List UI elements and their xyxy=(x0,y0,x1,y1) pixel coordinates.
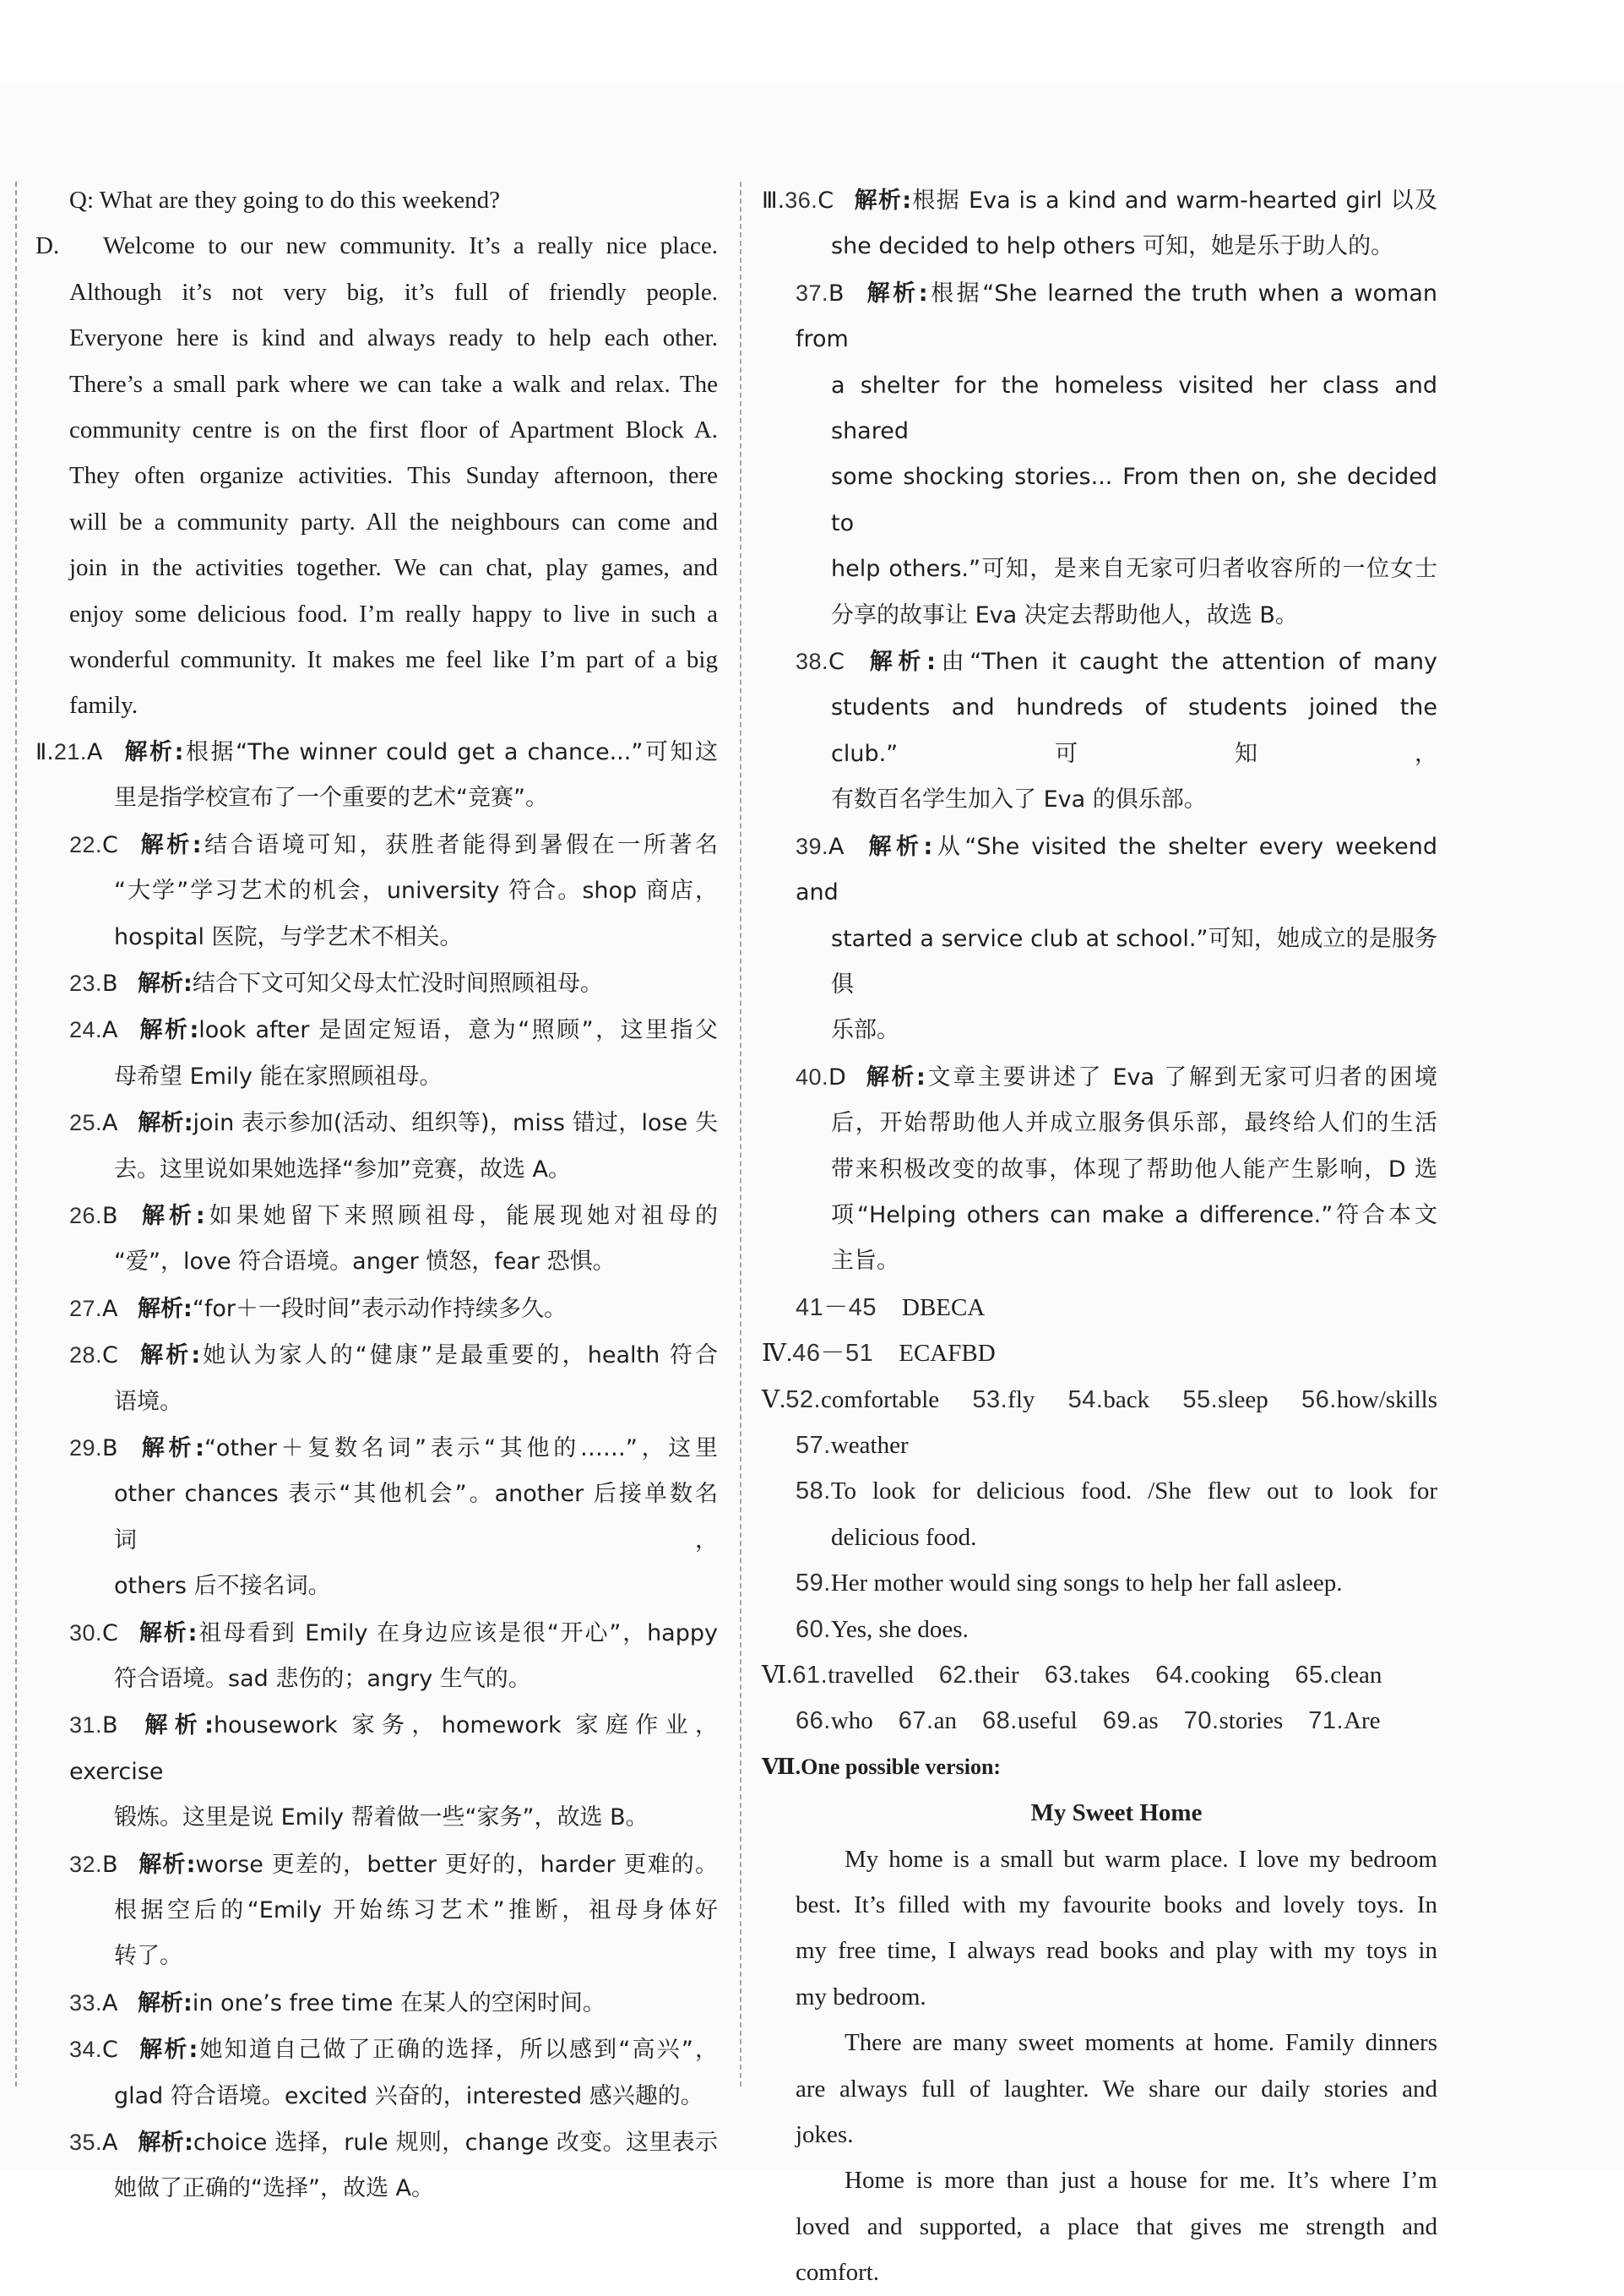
analysis-text: 结合语境可知，获胜者能得到暑假在一所著名 xyxy=(201,831,718,858)
section-vi xyxy=(762,1652,1437,1744)
analysis-label: 解析: xyxy=(138,1434,204,1461)
answer-item: 58.To look for delicious food. /She flew out to look for xyxy=(796,1477,1437,1505)
answer-continuation: 有数百名学生加入了 Eva 的俱乐部。 xyxy=(831,786,1207,813)
passage-line: Welcome to our new community. It’s a really nice place. xyxy=(103,232,718,260)
section-v xyxy=(762,1377,1437,1652)
analysis-label: 解析: xyxy=(138,1851,196,1878)
answer-continuation: other chances 表示“其他机会”。another 后接单数名词， xyxy=(114,1481,718,1553)
question-number: 35. xyxy=(69,2130,103,2156)
essay-paragraph: There are many sweet moments at home. Family dinners are always full of laughter. We share our daily stories and jokes. xyxy=(796,2029,1437,2149)
answer-letter: B xyxy=(102,1202,118,1229)
question-number: 24. xyxy=(69,1017,103,1043)
answer-letter: C xyxy=(828,649,845,676)
analysis-label: 解析: xyxy=(138,2037,198,2064)
analysis-text: 从“She visited the shelter every weekend and xyxy=(796,833,1437,906)
answer-item xyxy=(35,1702,718,1795)
answer-letter: C xyxy=(102,831,118,858)
analysis-text: 结合下文可知父母太忙没时间照顾祖母。 xyxy=(192,970,603,997)
answer-continuation: hospital 医院，与学艺术不相关。 xyxy=(114,923,463,950)
analysis-label: 解析: xyxy=(138,1712,214,1739)
answer-item: 64.cooking xyxy=(1155,1662,1270,1689)
analysis-label: 解析: xyxy=(138,1017,199,1044)
analysis-label: 解析: xyxy=(864,1064,926,1091)
answer-item: 60.Yes, she does. xyxy=(796,1615,969,1643)
answer-continuation: others 后不接名词。 xyxy=(114,1573,331,1600)
analysis-text: worse 更差的，better 更好的，harder 更难的。 xyxy=(195,1851,718,1878)
answer-letter: C xyxy=(102,2037,118,2064)
answer-item xyxy=(35,1100,718,1146)
answer-item: 68.useful xyxy=(981,1707,1078,1735)
question-number: 32. xyxy=(69,1851,103,1877)
answer-item xyxy=(762,1054,1437,1101)
analysis-label: 解析: xyxy=(138,831,202,858)
section-mark: Ⅱ. xyxy=(35,738,54,765)
question-number: 21. xyxy=(53,738,87,764)
answer-item: 63.takes xyxy=(1044,1662,1131,1689)
range-label: 46－51 xyxy=(792,1340,874,1368)
section-mark: Ⅴ. xyxy=(762,1385,786,1413)
answer-item: 57.weather xyxy=(796,1431,909,1459)
answer-range-41-45 xyxy=(762,1285,1437,1330)
essay-title: My Sweet Home xyxy=(1030,1799,1203,1827)
section-vii xyxy=(762,1744,1437,2296)
section-mark: Ⅳ. xyxy=(762,1340,793,1368)
answer-continuation: 项“Helping others can make a difference.”符合本文 xyxy=(831,1201,1437,1228)
answer-continuation: 她做了正确的“选择”，故选 A。 xyxy=(114,2175,435,2202)
answer-item xyxy=(762,177,1437,224)
analysis-text: housework 家务，homework 家庭作业，exercise xyxy=(69,1712,718,1785)
passage-line: join in the activities together. We can chat, play games, and xyxy=(69,554,718,582)
passage-line: family. xyxy=(69,692,139,720)
answer-continuation: 后，开始帮助他人并成立服务俱乐部，最终给人们的生活 xyxy=(831,1110,1437,1137)
section-iii xyxy=(762,177,1437,1285)
analysis-label: 解析: xyxy=(138,1342,201,1369)
analysis-text: 由“Then it caught the attention of many xyxy=(935,649,1437,676)
question-number: 38. xyxy=(796,649,829,675)
question-line: Q: What are they going to do this weekend? xyxy=(69,187,501,214)
section-iv xyxy=(762,1330,1437,1376)
section-mark: Ⅶ. xyxy=(762,1754,801,1779)
answer-letter: A xyxy=(102,1295,118,1322)
analysis-label: 解析: xyxy=(138,1295,193,1322)
answer-letter: A xyxy=(102,1989,118,2016)
analysis-label: 解析: xyxy=(853,188,912,214)
passage-line: will be a community party. All the neighbours can come and xyxy=(69,508,718,536)
analysis-label: 解析: xyxy=(138,1110,193,1137)
answer-continuation: she decided to help others 可知，她是乐于助人的。 xyxy=(831,233,1394,260)
section-mark: Ⅵ. xyxy=(762,1662,793,1689)
question-number: 34. xyxy=(69,2037,103,2063)
answer-continuation: “大学”学习艺术的机会，university 符合。shop 商店， xyxy=(114,878,718,905)
answer-letter: D xyxy=(828,1064,846,1091)
answer-item xyxy=(35,1193,718,1239)
answer-item: 59.Her mother would sing songs to help her fall asleep. xyxy=(796,1570,1343,1597)
answer-item xyxy=(35,1286,718,1332)
analysis-text: 根据“She learned the truth when a woman from xyxy=(796,280,1437,353)
analysis-text: “other＋复数名词”表示“其他的……”，这里 xyxy=(204,1434,718,1461)
answer-letter: A xyxy=(102,1110,118,1137)
passage-line: Although it’s not very big, it’s full of friendly people. xyxy=(69,278,718,306)
answer-item: 67.an xyxy=(898,1707,957,1735)
answer-item xyxy=(35,960,718,1007)
answer-continuation: help others.”可知，是来自无家可归者收容所的一位女士 xyxy=(831,556,1437,583)
analysis-label: 解析: xyxy=(122,738,184,765)
essay-paragraph: My home is a small but warm place. I love my bedroom best. It’s filled with my favourite books and lovely toys. In my free time, I always read books and play with my toys in my bedroom. xyxy=(796,1845,1437,2010)
answer-letter: B xyxy=(102,1434,118,1461)
answer-letter: A xyxy=(102,1017,118,1044)
question-number: 25. xyxy=(69,1110,103,1136)
answer-item xyxy=(35,1425,718,1472)
passage-line: wonderful community. It makes me feel like I’m part of a big xyxy=(69,646,718,674)
answer-letter: C xyxy=(817,188,834,214)
answer-item: 61.travelled xyxy=(792,1662,914,1689)
analysis-text: in one’s free time 在某人的空闲时间。 xyxy=(192,1989,606,2016)
answer-continuation: 母希望 Emily 能在家照顾祖母。 xyxy=(114,1063,443,1090)
question-number: 39. xyxy=(796,833,829,859)
section-mark: Ⅲ. xyxy=(762,188,785,214)
answer-continuation: “爱”，love 符合语境。anger 愤怒，fear 恐惧。 xyxy=(114,1249,616,1276)
answer-continuation: students and hundreds of students joined the club.”可知， xyxy=(831,694,1437,767)
answer-letter: B xyxy=(102,1712,118,1739)
passage-line: Everyone here is kind and always ready to help each other. xyxy=(69,324,718,352)
question-number: 36. xyxy=(785,188,818,213)
answer-continuation: 里是指学校宣布了一个重要的艺术“竞赛”。 xyxy=(114,785,548,812)
analysis-label: 解析: xyxy=(138,1202,205,1229)
analysis-label: 解析: xyxy=(138,1989,193,2016)
answer-item xyxy=(35,2027,718,2073)
section-label: One possible version: xyxy=(801,1754,1002,1779)
answer-continuation: 语境。 xyxy=(114,1388,182,1415)
answer-continuation: glad 符合语境。excited 兴奋的，interested 感兴趣的。 xyxy=(114,2082,703,2109)
question-number: 27. xyxy=(69,1295,103,1321)
question-number: 23. xyxy=(69,970,103,996)
analysis-text: choice 选择，rule 规则，change 改变。这里表示 xyxy=(193,2130,718,2157)
question-number: 28. xyxy=(69,1342,103,1368)
answer-continuation: 乐部。 xyxy=(831,1017,899,1044)
answer-item xyxy=(35,2119,718,2166)
passage-line: community centre is on the first floor of Apartment Block A. xyxy=(69,416,718,444)
question-number: 26. xyxy=(69,1202,103,1228)
answer-item xyxy=(762,639,1437,685)
answer-item: 54.back xyxy=(1067,1385,1150,1413)
question-number: 30. xyxy=(69,1619,103,1646)
right-column xyxy=(762,177,1437,2296)
answer-item: 66.who xyxy=(796,1707,873,1735)
column-divider xyxy=(740,182,741,2087)
answer-item xyxy=(35,1007,718,1053)
answer-item: 52.comfortable xyxy=(785,1385,940,1413)
analysis-text: “for＋一段时间”表示动作持续多久。 xyxy=(192,1295,567,1322)
question-number: 29. xyxy=(69,1434,103,1461)
passage-line: They often organize activities. This Sunday afternoon, there xyxy=(69,462,718,490)
answer-letter: B xyxy=(102,970,118,997)
answer-letter: C xyxy=(102,1619,118,1646)
analysis-label: 解析: xyxy=(864,280,928,307)
answer-continuation: started a service club at school.”可知，她成立的是服务俱 xyxy=(831,925,1437,998)
answer-item xyxy=(35,729,718,775)
passage-line: enjoy some delicious food. I’m really happy to live in such a xyxy=(69,600,718,628)
answer-continuation: 主旨。 xyxy=(831,1248,899,1275)
section-ii xyxy=(35,729,718,2212)
answer-item: 70.stories xyxy=(1183,1707,1284,1735)
passage-line: There’s a small park where we can take a walk and relax. The xyxy=(69,370,718,398)
answer-letter: A xyxy=(828,833,845,860)
analysis-text: 根据 Eva is a kind and warm-hearted girl 以及 xyxy=(911,188,1437,214)
range-answers: ECAFBD xyxy=(899,1340,996,1368)
answer-continuation: delicious food. xyxy=(831,1523,977,1551)
answer-item: 62.their xyxy=(938,1662,1019,1689)
answer-item xyxy=(35,822,718,868)
answer-continuation: some shocking stories... From then on, she decided to xyxy=(831,464,1437,536)
analysis-label: 解析: xyxy=(864,833,933,860)
answer-letter: B xyxy=(828,280,845,307)
question-number: 37. xyxy=(796,280,829,306)
answer-item xyxy=(35,1610,718,1657)
passage-label: D. xyxy=(35,232,60,260)
analysis-label: 解析: xyxy=(138,2130,193,2157)
analysis-text: 如果她留下来照顾祖母，能展现她对祖母的 xyxy=(204,1202,718,1229)
answer-item xyxy=(35,1332,718,1379)
essay-paragraph: Home is more than just a house for me. It’s where I’m loved and supported, a place that gives me strength and comfort. xyxy=(796,2167,1437,2287)
analysis-text: look after 是固定短语，意为“照顾”，这里指父 xyxy=(198,1017,718,1044)
answer-continuation: 符合语境。sad 悲伤的；angry 生气的。 xyxy=(114,1666,531,1692)
answer-item xyxy=(762,824,1437,917)
analysis-text: 祖母看到 Emily 在身边应该是很“开心”，happy xyxy=(197,1619,718,1646)
analysis-text: join 表示参加(活动、组织等)，miss 错过，lose 失 xyxy=(193,1110,718,1137)
analysis-text: 她认为家人的“健康”是最重要的，health 符合 xyxy=(200,1342,718,1369)
analysis-text: 根据“The winner could get a chance...”可知这 xyxy=(183,738,718,765)
analysis-text: 她知道自己做了正确的选择，所以感到“高兴”， xyxy=(198,2037,718,2064)
passage-d xyxy=(35,223,718,728)
answer-item xyxy=(35,1842,718,1888)
answer-continuation: 锻炼。这里是说 Emily 帮着做一些“家务”，故选 B。 xyxy=(114,1804,649,1831)
answer-continuation: 转了。 xyxy=(114,1943,182,1970)
answer-item: 56.how/skills xyxy=(1301,1385,1438,1413)
binding-cut-line xyxy=(15,182,17,2087)
range-label: 41－45 xyxy=(796,1293,877,1321)
answer-item: 69.as xyxy=(1102,1707,1159,1735)
answer-letter: B xyxy=(102,1851,118,1878)
left-column xyxy=(35,177,718,2212)
question-number: 31. xyxy=(69,1712,103,1738)
answer-item: 53.fly xyxy=(972,1385,1035,1413)
analysis-label: 解析: xyxy=(138,970,193,997)
analysis-label: 解析: xyxy=(138,1619,198,1646)
analysis-label: 解析: xyxy=(864,649,936,676)
answer-continuation: 根据空后的“Emily 开始练习艺术”推断，祖母身体好 xyxy=(114,1897,718,1924)
analysis-text: 文章主要讲述了 Eva 了解到无家可归者的困境 xyxy=(925,1064,1437,1091)
answer-item: 55.sleep xyxy=(1182,1385,1268,1413)
range-answers: DBECA xyxy=(902,1293,986,1321)
answer-letter: A xyxy=(102,2130,118,2157)
question-number: 40. xyxy=(796,1064,829,1090)
question-number: 22. xyxy=(69,831,103,857)
answer-continuation: 带来积极改变的故事，体现了帮助他人能产生影响，D 选 xyxy=(831,1156,1437,1183)
answer-continuation: 去。这里说如果她选择“参加”竞赛，故选 A。 xyxy=(114,1156,572,1183)
answer-continuation: a shelter for the homeless visited her class and shared xyxy=(831,372,1437,445)
answer-continuation: 分享的故事让 Eva 决定去帮助他人，故选 B。 xyxy=(831,601,1298,628)
question-number: 33. xyxy=(69,1989,103,2016)
answer-letter: A xyxy=(86,738,103,765)
answer-item xyxy=(35,1980,718,2027)
answer-letter: C xyxy=(102,1342,118,1369)
answer-item xyxy=(762,270,1437,363)
answer-item: 65.clean xyxy=(1295,1662,1382,1689)
answer-item: 71.Are xyxy=(1308,1707,1381,1735)
